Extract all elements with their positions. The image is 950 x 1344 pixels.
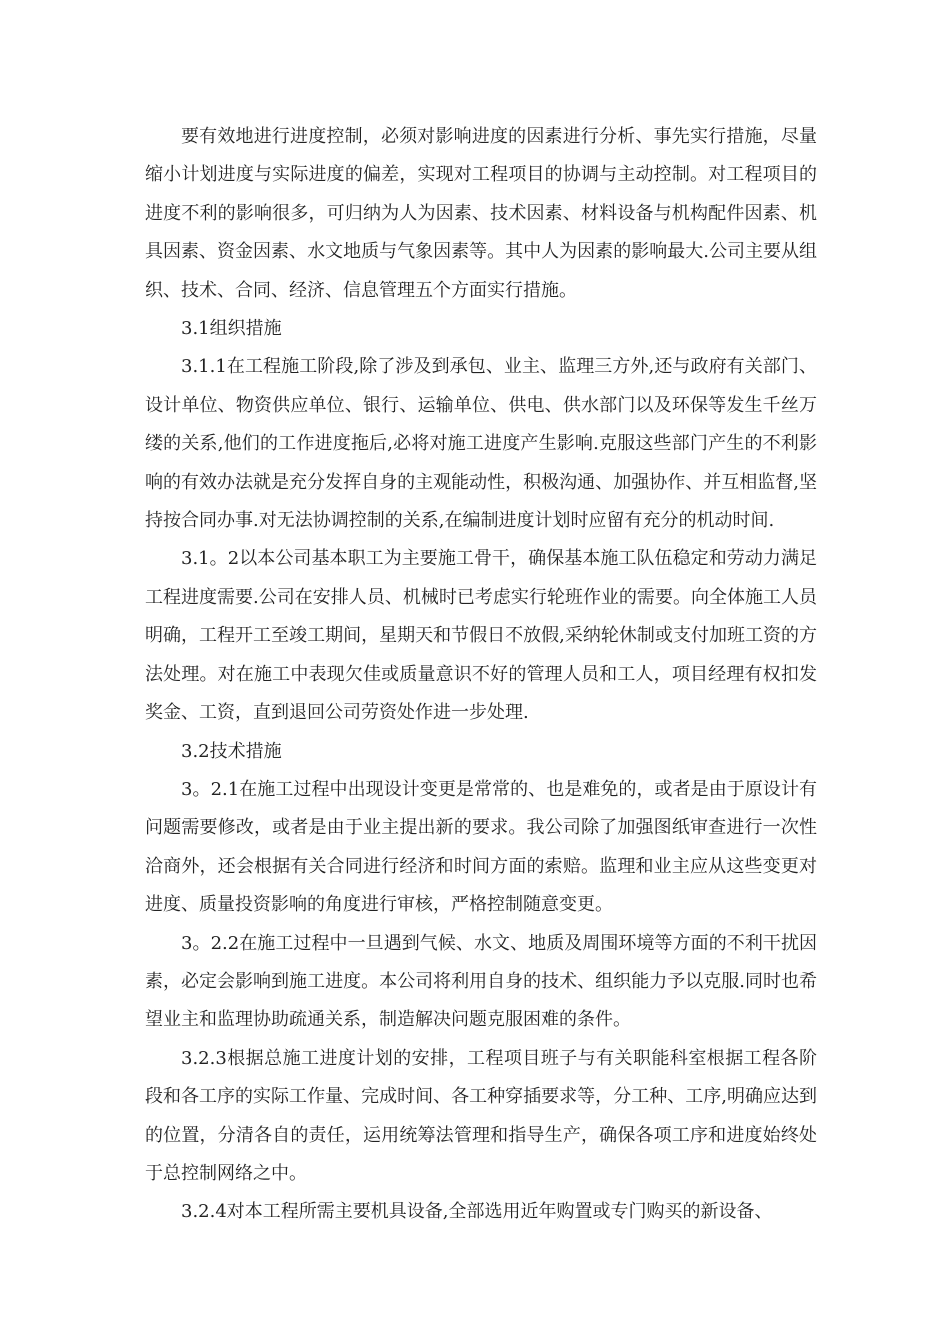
- paragraph-3-2-2: 3。2.2在施工过程中一旦遇到气候、水文、地质及周围环境等方面的不利干扰因素，必定会影响到施工进度。本公司将利用自身的技术、组织能力予以克服.同时也希望业主和监理协助疏通关系，制造解决问题克服困难的条件。: [145, 932, 817, 1031]
- intro-paragraph: 要有效地进行进度控制，必须对影响进度的因素进行分析、事先实行措施，尽量缩小计划进度与实际进度的偏差，实现对工程项目的协调与主动控制。对工程项目的进度不利的影响很多，可归纳为人为因素、技术因素、材料设备与机构配件因素、机具因素、资金因素、水文地质与气象因素等。其中人为因素的影响最大.公司主要从组织、技术、合同、经济、信息管理五个方面实行措施。: [145, 126, 817, 301]
- section-heading-technical: 3.2技术措施: [181, 740, 282, 762]
- document-body: [145, 118, 817, 1232]
- paragraph-3-2-1: 3。2.1在施工过程中出现设计变更是常常的、也是难免的，或者是由于原设计有问题需要修改，或者是由于业主提出新的要求。我公司除了加强图纸审查进行一次性洽商外，还会根据有关合同进行经济和时间方面的索赔。监理和业主应从这些变更对进度、质量投资影响的角度进行审核，严格控制随意变更。: [145, 778, 817, 916]
- paragraph-3-1-1: 3.1.1在工程施工阶段,除了涉及到承包、业主、监理三方外,还与政府有关部门、设计单位、物资供应单位、银行、运输单位、供电、供水部门以及环保等发生千丝万缕的关系,他们的工作进度拖后,必将对施工进度产生影响.克服这些部门产生的不利影响的有效办法就是充分发挥自身的主观能动性，积极沟通、加强协作、并互相监督,坚持按合同办事.对无法协调控制的关系,在编制进度计划时应留有充分的机动时间.: [145, 356, 817, 532]
- paragraph-3-2-3: 3.2.3根据总施工进度计划的安排，工程项目班子与有关职能科室根据工程各阶段和各工序的实际工作量、完成时间、各工种穿插要求等，分工种、工序,明确应达到的位置，分清各自的责任，运用统筹法管理和指导生产，确保各项工序和进度始终处于总控制网络之中。: [145, 1047, 817, 1184]
- paragraph-3-2-4: 3.2.4对本工程所需主要机具设备,全部选用近年购置或专门购买的新设备、: [181, 1201, 773, 1223]
- section-heading-organization: 3.1组织措施: [181, 318, 282, 340]
- paragraph-3-1-2: 3.1。2以本公司基本职工为主要施工骨干，确保基本施工队伍稳定和劳动力满足工程进度需要.公司在安排人员、机械时已考虑实行轮班作业的需要。向全体施工人员明确，工程开工至竣工期间，星期天和节假日不放假,采纳轮休制或支付加班工资的方法处理。对在施工中表现欠佳或质量意识不好的管理人员和工人，项目经理有权扣发奖金、工资，直到退回公司劳资处作进一步处理.: [145, 548, 817, 724]
